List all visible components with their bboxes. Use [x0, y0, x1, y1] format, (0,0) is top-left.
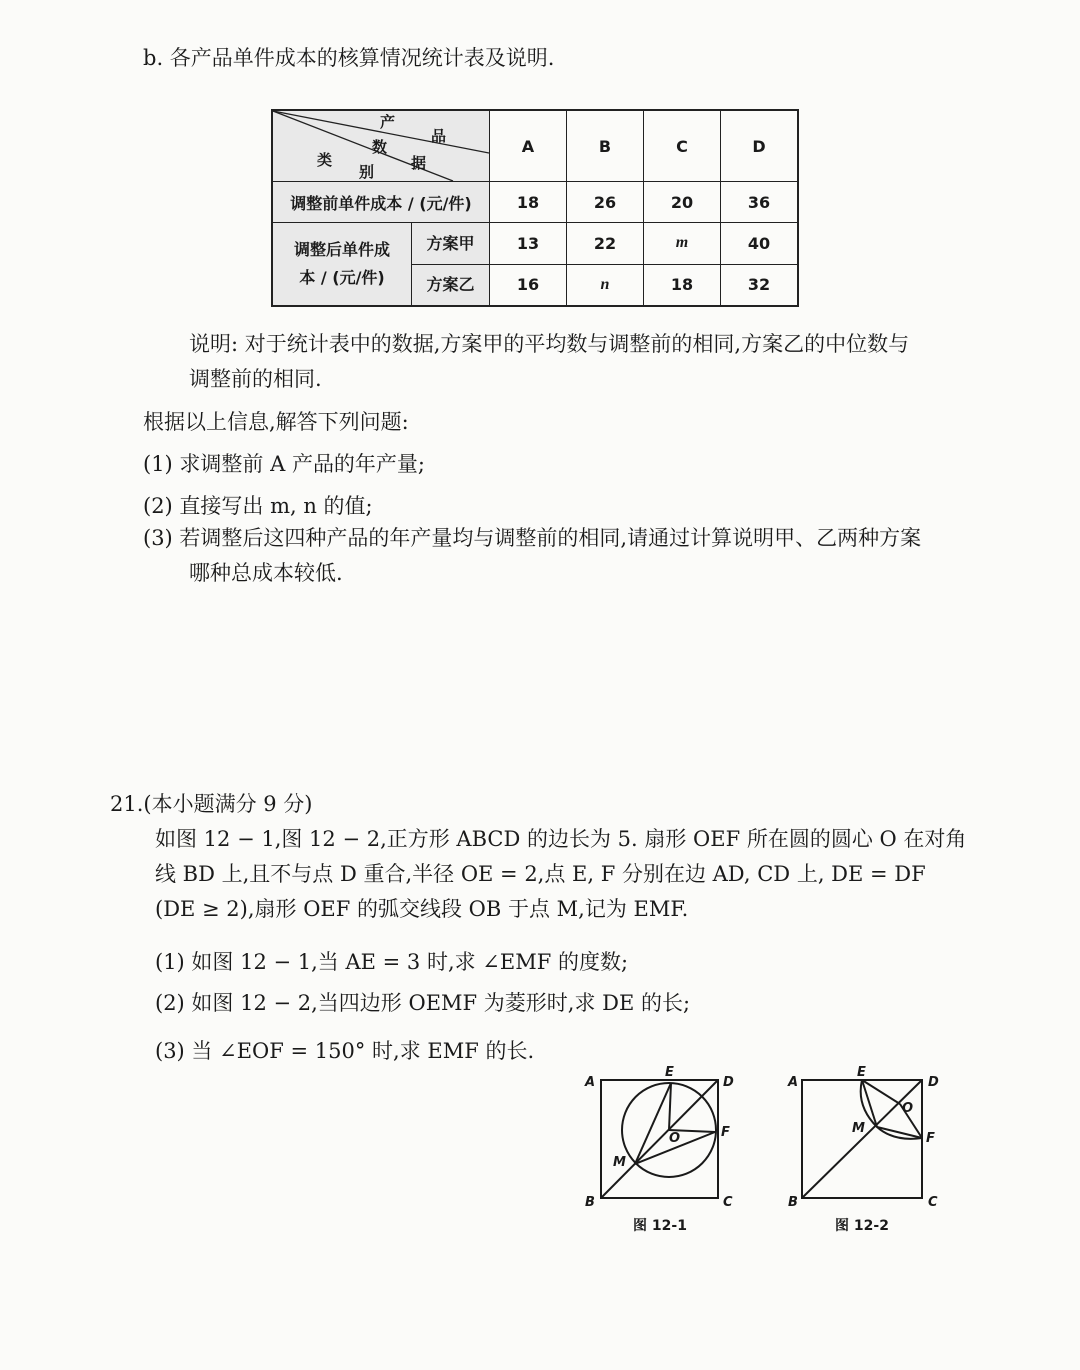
- plan-b-value-d: 32: [721, 264, 799, 306]
- plan-a-value-d: 40: [721, 223, 799, 265]
- after-label-line2: 本 / (元/件): [299, 268, 385, 287]
- corner-product-1: 产: [380, 113, 396, 131]
- corner-category-2: 别: [359, 163, 375, 181]
- fig2-label-e: E: [857, 1065, 866, 1080]
- row-label-plan-a: 方案甲: [412, 223, 489, 265]
- fig1-label-a: A: [585, 1075, 596, 1090]
- before-value-c: 20: [644, 182, 721, 223]
- plan-b-value-b: n: [567, 264, 644, 306]
- before-value-d: 36: [721, 182, 799, 223]
- header-product-a: A: [490, 110, 567, 182]
- q20-part-2: (2) 直接写出 m, n 的值;: [143, 494, 373, 518]
- fig2-label-b: B: [788, 1195, 798, 1210]
- header-product-d: D: [721, 110, 799, 182]
- q21-body-line-2: 线 BD 上,且不与点 D 重合,半径 OE = 2,点 E, F 分别在边 AD, CD 上, DE = DF: [155, 862, 926, 886]
- prompt-text: 根据以上信息,解答下列问题:: [143, 410, 409, 434]
- header-product-b: B: [567, 110, 644, 182]
- q21-part-2: (2) 如图 12 − 2,当四边形 OEMF 为菱形时,求 DE 的长;: [155, 991, 691, 1015]
- row-label-after-group: [272, 223, 490, 307]
- fig1-label-m: M: [613, 1155, 626, 1170]
- q21-part-1: (1) 如图 12 − 1,当 AE = 3 时,求 ∠EMF 的度数;: [155, 950, 629, 974]
- fig2-label-m: M: [852, 1121, 865, 1136]
- corner-category-1: 类: [317, 151, 333, 169]
- q21-title: 21.(本小题满分 9 分): [110, 792, 313, 816]
- fig1-caption: 图 12-1: [633, 1218, 687, 1234]
- row-label-after: [273, 223, 412, 305]
- fig2-caption: 图 12-2: [835, 1218, 889, 1234]
- table-corner-header: [272, 110, 490, 182]
- plan-b-value-c: 18: [644, 264, 721, 306]
- fig2-label-c: C: [928, 1195, 938, 1210]
- corner-data-1: 数: [372, 138, 388, 156]
- q21-body-line-1: 如图 12 − 1,图 12 − 2,正方形 ABCD 的边长为 5. 扇形 OEF 所在圆的圆心 O 在对角: [155, 827, 967, 851]
- fig1-label-b: B: [585, 1195, 595, 1210]
- plan-a-value-c: m: [644, 223, 721, 265]
- corner-data-2: 据: [411, 154, 427, 172]
- q20-part-3-line-2: 哪种总成本较低.: [189, 561, 343, 585]
- row-label-plan-b: 方案乙: [426, 275, 475, 294]
- after-label-line1: 调整后单件成: [293, 240, 390, 259]
- fig1-radius-oe: [669, 1083, 671, 1130]
- fig1-label-d: D: [723, 1075, 734, 1090]
- cost-table: [271, 109, 799, 307]
- before-value-a: 18: [490, 182, 567, 223]
- q21-body-line-3: (DE ≥ 2),扇形 OEF 的弧交线段 OB 于点 M,记为 EMF.: [155, 897, 689, 921]
- intro-text: b. 各产品单件成本的核算情况统计表及说明.: [143, 46, 555, 70]
- fig1-label-o: O: [669, 1131, 681, 1146]
- figure-12-2: [782, 1062, 952, 1242]
- fig1-label-f: F: [721, 1125, 730, 1140]
- header-product-c: C: [644, 110, 721, 182]
- figure-12-1: [575, 1062, 745, 1242]
- corner-product-2: 品: [431, 127, 447, 145]
- note-line-2: 调整前的相同.: [189, 367, 322, 391]
- fig2-label-a: A: [788, 1075, 799, 1090]
- fig2-label-f: F: [926, 1131, 935, 1146]
- fig1-diagonal-bd: [601, 1080, 718, 1198]
- q20-part-3-line-1: (3) 若调整后这四种产品的年产量均与调整前的相同,请通过计算说明甲、乙两种方案: [143, 526, 922, 550]
- plan-b-value-a: 16: [490, 264, 567, 306]
- fig2-label-d: D: [928, 1075, 939, 1090]
- fig1-label-e: E: [665, 1065, 674, 1080]
- note-line-1: 说明: 对于统计表中的数据,方案甲的平均数与调整前的相同,方案乙的中位数与: [189, 332, 910, 356]
- plan-a-value-a: 13: [490, 223, 567, 265]
- q21-part-3: (3) 当 ∠EOF = 150° 时,求 EMF 的长.: [155, 1039, 535, 1063]
- fig1-label-c: C: [723, 1195, 733, 1210]
- row-label-before: 调整前单件成本 / (元/件): [272, 182, 490, 223]
- before-value-b: 26: [567, 182, 644, 223]
- plan-a-value-b: 22: [567, 223, 644, 265]
- q20-part-1: (1) 求调整前 A 产品的年产量;: [143, 452, 426, 476]
- fig2-label-o: O: [902, 1101, 914, 1116]
